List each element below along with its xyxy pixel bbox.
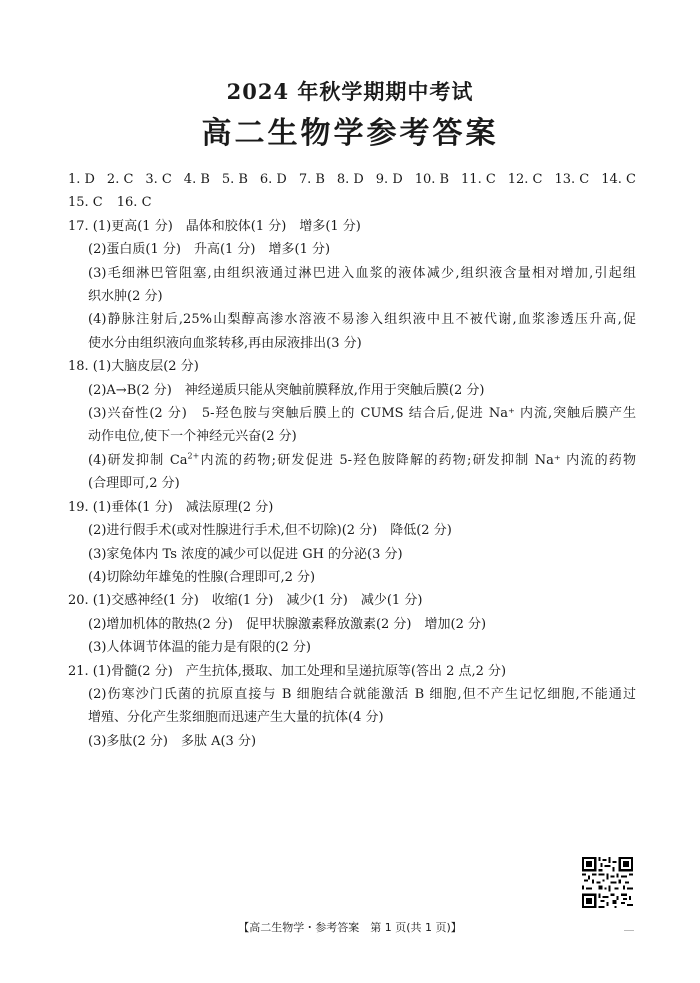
- q18-part4-a: (4)研发抑制 Ca: [88, 452, 188, 468]
- q18-part4-cont: (合理即可,2 分): [88, 476, 180, 492]
- q17-part2: (2)蛋白质(1 分) 升高(1 分) 增多(1 分): [88, 242, 331, 258]
- answer-content: [68, 168, 636, 753]
- choice-answer: 1. D: [68, 172, 95, 187]
- q18-part3: (3)兴奋性(2 分) 5-羟色胺与突触后膜上的 CUMS 结合后,促进 Na⁺ 内流,突触后膜产生: [88, 406, 636, 422]
- q17-part3: (3)毛细淋巴管阻塞,由组织液通过淋巴进入血浆的液体减少,组织液含量相对增加,引起组: [88, 265, 636, 281]
- calcium-charge: 2+: [187, 451, 200, 461]
- choice-answer: 12. C: [507, 172, 543, 187]
- page-footer: 【高二生物学・参考答案 第 1 页(共 1 页)】: [238, 921, 462, 934]
- q19-part4: (4)切除幼年雄兔的性腺(合理即可,2 分): [88, 569, 316, 585]
- q17-part1: 17. (1)更高(1 分) 晶体和胶体(1 分) 增多(1 分): [68, 218, 361, 234]
- choice-answer: 5. B: [221, 172, 248, 187]
- choice-answer: 16. C: [116, 195, 152, 211]
- choice-answer: 9. D: [375, 172, 403, 187]
- choice-answer: 11. C: [461, 172, 496, 187]
- q20-part1: 20. (1)交感神经(1 分) 收缩(1 分) 减少(1 分) 减少(1 分): [68, 593, 423, 609]
- q17-part3-cont: 织水肿(2 分): [88, 289, 163, 305]
- choice-answer: 15. C: [68, 195, 103, 211]
- q20-part3: (3)人体调节体温的能力是有限的(2 分): [88, 640, 311, 656]
- answer-key-title: 高二生物学参考答案: [201, 116, 499, 151]
- choice-answers-row-1: [68, 168, 636, 191]
- q21-part3: (3)多肽(2 分) 多肽 A(3 分): [88, 733, 257, 749]
- q18-part1: 18. (1)大脑皮层(2 分): [68, 359, 199, 375]
- q21-part2-cont: 增殖、分化产生浆细胞而迅速产生大量的抗体(4 分): [88, 710, 384, 726]
- choice-answer: 14. C: [601, 172, 636, 187]
- choice-answer: 2. C: [106, 172, 134, 187]
- q21-part2: (2)伤寒沙门氏菌的抗原直接与 B 细胞结合就能激活 B 细胞,但不产生记忆细胞,不能通过: [88, 686, 636, 702]
- choice-answers-row-2: [68, 191, 636, 214]
- choice-answer: 7. B: [298, 172, 325, 187]
- choice-answer: 6. D: [259, 172, 287, 187]
- q17-part4-cont: 使水分由组织液向血浆转移,再由尿液排出(3 分): [88, 335, 362, 351]
- choice-answer: 8. D: [336, 172, 364, 187]
- choice-answer: 13. C: [554, 172, 590, 187]
- qr-code-icon: [582, 857, 633, 908]
- q19-part3: (3)家兔体内 Ts 浓度的减少可以促进 GH 的分泌(3 分): [88, 546, 403, 562]
- q19-part2: (2)进行假手术(或对性腺进行手术,但不切除)(2 分) 降低(2 分): [88, 523, 452, 539]
- q18-part2: (2)A→B(2 分) 神经递质只能从突触前膜释放,作用于突触后膜(2 分): [88, 382, 485, 398]
- q18-part3-cont: 动作电位,使下一个神经元兴奋(2 分): [88, 429, 297, 445]
- q18-part4-b: 内流的药物;研发促进 5-羟色胺降解的药物;研发抑制 Na⁺ 内流的药物: [199, 452, 636, 468]
- q20-part2: (2)增加机体的散热(2 分) 促甲状腺激素释放激素(2 分) 增加(2 分): [88, 616, 487, 632]
- choice-answer: 10. B: [414, 172, 450, 187]
- choice-answer: 4. B: [183, 172, 210, 187]
- q17-part4: (4)静脉注射后,25%山梨醇高渗水溶液不易渗入组织液中且不被代谢,血浆渗透压升高,促: [88, 312, 636, 328]
- choice-answer: 3. C: [145, 172, 172, 187]
- exam-title: 2024 年秋学期期中考试: [226, 79, 474, 104]
- q19-part1: 19. (1)垂体(1 分) 减法原理(2 分): [68, 499, 274, 515]
- q18-part4: [68, 449, 636, 472]
- q21-part1: 21. (1)骨髓(2 分) 产生抗体,摄取、加工处理和呈递抗原等(答出 2 点,2 分): [68, 663, 507, 679]
- corner-mark: [624, 930, 634, 931]
